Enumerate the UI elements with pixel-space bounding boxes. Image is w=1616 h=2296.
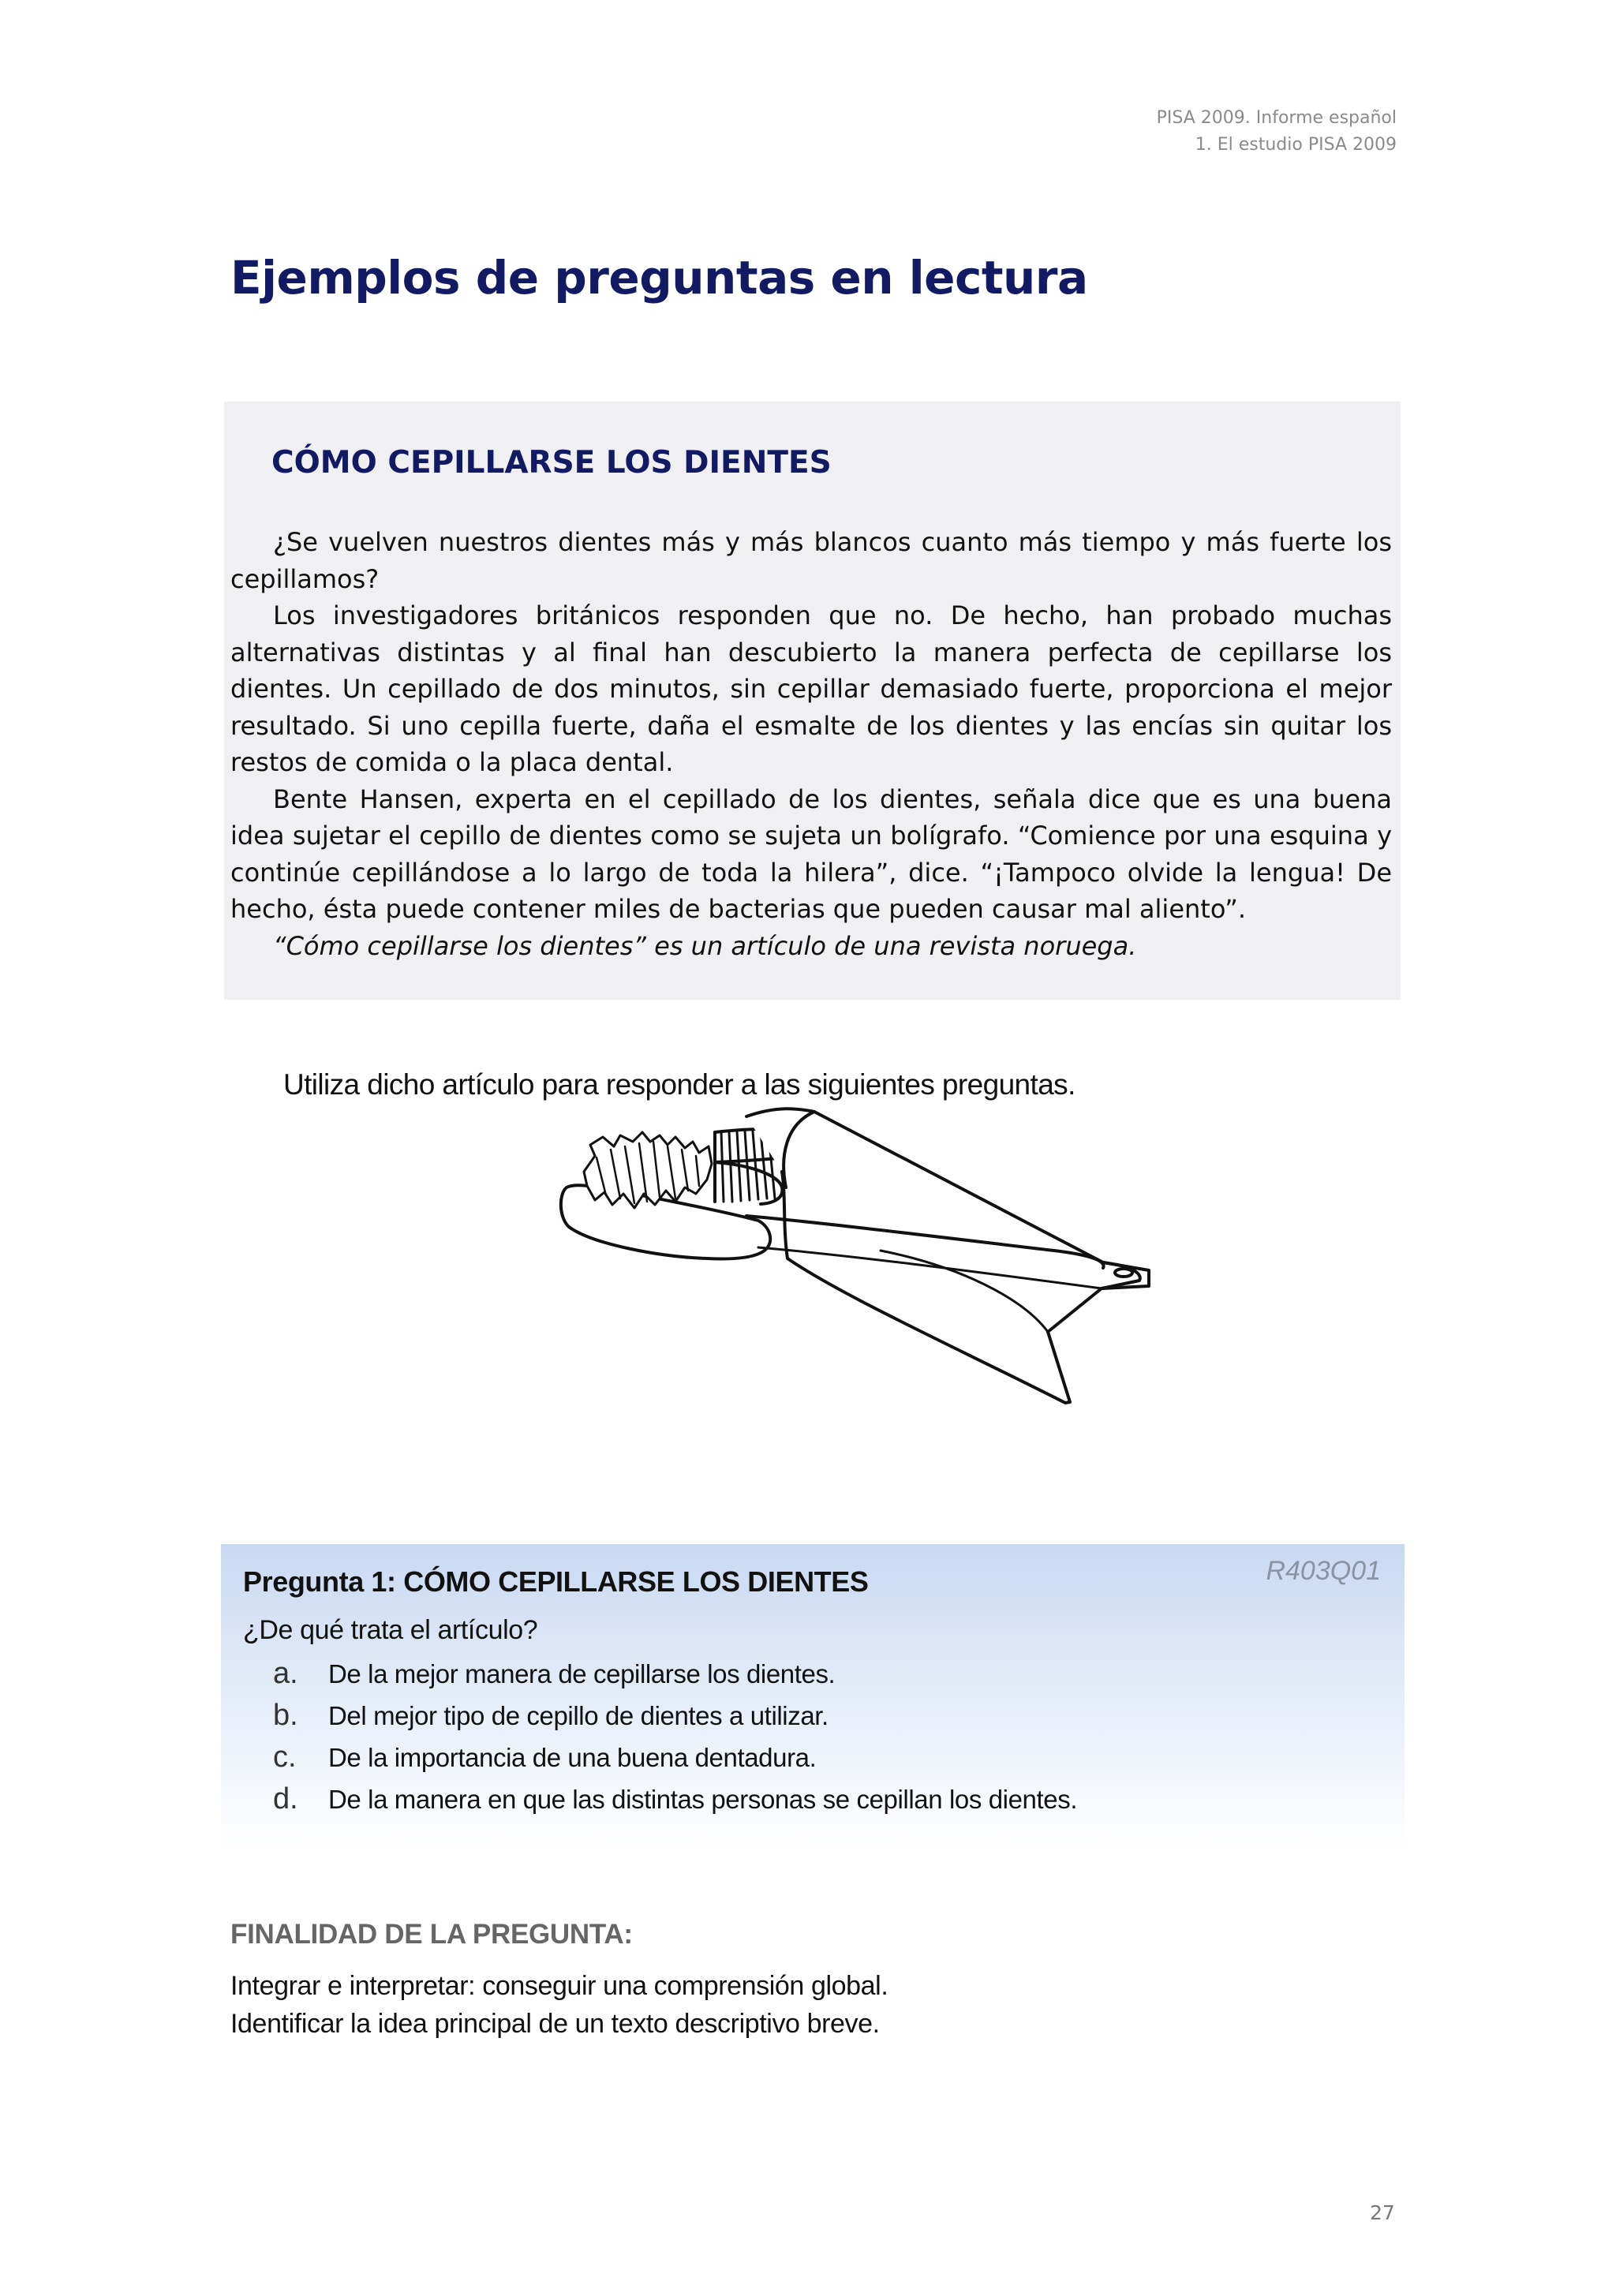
- article-paragraph-1: ¿Se vuelven nuestros dientes más y más blancos cuanto más tiempo y más fuerte los cepillamos?: [230, 527, 1392, 594]
- question-code: R403Q01: [1266, 1556, 1381, 1586]
- article-paragraph-2: Los investigadores británicos responden que no. De hecho, han probado muchas alternativas distintas y al final han descubierto la manera perfecta de cepillarse los dientes. Un cepillado de dos minutos, sin cepillar demasiado fuerte, proporciona el mejor resultado. Si uno cepilla fuerte, daña el esmalte de los dientes y las encías sin quitar los restos de comida o la placa dental.: [230, 600, 1392, 777]
- running-header-line-1: PISA 2009. Informe español: [1156, 108, 1397, 128]
- option-text: De la manera en que las distintas personas se cepillan los dientes.: [328, 1784, 1078, 1814]
- answer-options: [273, 1653, 1077, 1820]
- answer-option-c: [273, 1737, 1077, 1778]
- option-text: De la mejor manera de cepillarse los dientes.: [328, 1658, 836, 1688]
- running-header-line-2: 1. El estudio PISA 2009: [1195, 135, 1397, 155]
- article-paragraph-3: Bente Hansen, experta en el cepillado de los dientes, señala dice que es una buena idea sujetar el cepillo de dientes como se sujeta un bolígrafo. “Comience por una esquina y continúe cepillándose a lo largo de toda la hilera”, dice. “¡Tampoco olvide la lengua! De hecho, ésta puede contener miles de bacterias que pueden causar mal aliento”.: [230, 783, 1392, 924]
- article-source: “Cómo cepillarse los dientes” es un artículo de una revista noruega.: [273, 930, 1137, 961]
- article-body: [230, 524, 1392, 964]
- question-stem: ¿De qué trata el artículo?: [243, 1615, 538, 1645]
- question-box: [221, 1544, 1405, 1852]
- purpose-line-2: Identificar la idea principal de un texto descriptivo breve.: [230, 2009, 880, 2039]
- page-number: 27: [1370, 2201, 1395, 2224]
- option-letter: d.: [273, 1782, 298, 1815]
- purpose-line-1: Integrar e interpretar: conseguir una comprensión global.: [230, 1971, 888, 2001]
- option-text: Del mejor tipo de cepillo de dientes a utilizar.: [328, 1700, 829, 1730]
- option-letter: c.: [273, 1741, 297, 1774]
- option-letter: a.: [273, 1657, 298, 1690]
- question-title: Pregunta 1: CÓMO CEPILLARSE LOS DIENTES: [243, 1565, 869, 1598]
- purpose-heading: FINALIDAD DE LA PREGUNTA:: [230, 1919, 633, 1950]
- answer-option-b: [273, 1695, 1077, 1737]
- answer-option-a: [273, 1653, 1077, 1695]
- article-title: CÓMO CEPILLARSE LOS DIENTES: [271, 445, 832, 481]
- purpose-text: [230, 1967, 888, 2043]
- option-letter: b.: [273, 1699, 298, 1732]
- answer-option-d: [273, 1778, 1077, 1820]
- page-title: Ejemplos de preguntas en lectura: [230, 251, 1088, 305]
- instruction-text: Utiliza dicho artículo para responder a las siguientes preguntas.: [283, 1068, 1075, 1101]
- article-box: [224, 402, 1401, 1000]
- option-text: De la importancia de una buena dentadura.: [328, 1742, 817, 1772]
- toothbrush-toothpaste-illustration: [549, 1101, 1157, 1408]
- running-header: [1157, 105, 1397, 159]
